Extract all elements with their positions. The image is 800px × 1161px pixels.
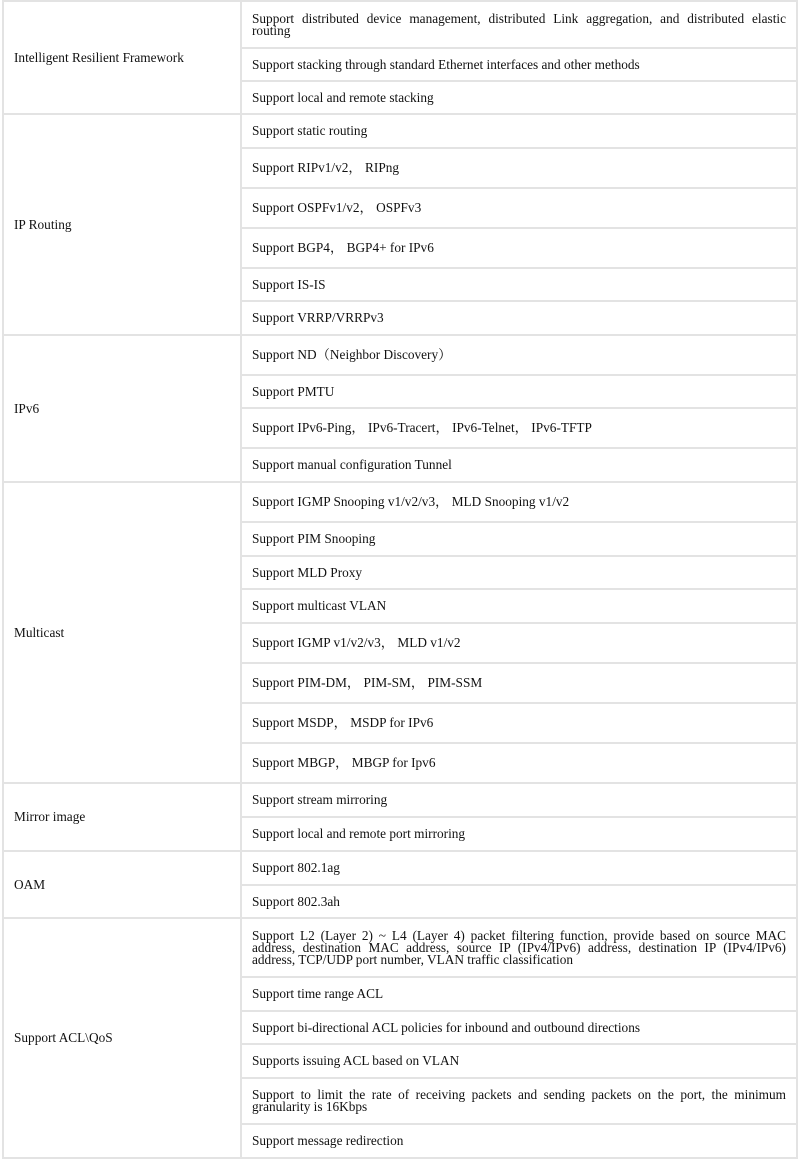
feature-text: Support MLD Proxy	[252, 564, 363, 580]
table-row	[3, 1, 797, 48]
feature-cell	[241, 589, 797, 623]
feature-cell	[241, 623, 797, 663]
feature-cell	[241, 783, 797, 817]
feature-text: Support L2 (Layer 2) ~ L4 (Layer 4) packet filtering function, provide based on source MAC address, destination MAC address, source IP (IPv4/IPv6) address, destination IP (IPv4/IPv6) address, TCP/UDP port number, VLAN traffic classification	[252, 927, 786, 967]
feature-cell	[241, 448, 797, 482]
feature-spec-table	[2, 0, 798, 1159]
feature-text: Support PIM Snooping	[252, 531, 376, 546]
feature-cell	[241, 1011, 797, 1044]
table-row	[3, 482, 797, 522]
table-row	[3, 335, 797, 375]
feature-text: Support BGP4， BGP4+ for IPv6	[252, 240, 434, 255]
feature-cell	[241, 977, 797, 1011]
feature-cell	[241, 114, 797, 148]
feature-text: Support VRRP/VRRPv3	[252, 310, 384, 325]
feature-text: Support IPv6-Ping， IPv6-Tracert， IPv6-Telnet， IPv6-TFTP	[252, 420, 592, 435]
feature-cell	[241, 188, 797, 228]
feature-text: Support OSPFv1/v2， OSPFv3	[252, 200, 422, 215]
feature-text: Support IGMP Snooping v1/v2/v3， MLD Snooping v1/v2	[252, 494, 570, 509]
feature-text: Support local and remote stacking	[252, 89, 434, 105]
feature-text: Support bi-directional ACL policies for inbound and outbound directions	[252, 1019, 641, 1035]
feature-cell	[241, 522, 797, 556]
feature-text: Support PMTU	[252, 383, 335, 399]
feature-spec-table-body	[3, 1, 797, 1158]
feature-cell	[241, 556, 797, 589]
category-cell: IPv6	[3, 335, 241, 482]
table-row	[3, 114, 797, 148]
feature-text: Support static routing	[252, 123, 368, 138]
feature-text: Support stream mirroring	[252, 792, 388, 807]
feature-text: Support manual configuration Tunnel	[252, 457, 452, 472]
feature-cell	[241, 268, 797, 301]
feature-cell	[241, 48, 797, 81]
table-row	[3, 783, 797, 817]
category-cell: OAM	[3, 851, 241, 918]
feature-text: Support RIPv1/v2， RIPng	[252, 160, 400, 175]
category-cell: IP Routing	[3, 114, 241, 335]
feature-text: Support time range ACL	[252, 986, 384, 1001]
feature-cell	[241, 851, 797, 885]
category-cell: Intelligent Resilient Framework	[3, 1, 241, 114]
feature-cell	[241, 408, 797, 448]
table-row	[3, 918, 797, 977]
feature-cell	[241, 1044, 797, 1078]
feature-cell	[241, 663, 797, 703]
feature-text: Support to limit the rate of receiving packets and sending packets on the port, the minimum granularity is 16Kbps	[252, 1087, 786, 1114]
feature-text: Support distributed device management, distributed Link aggregation, and distributed elastic routing	[252, 10, 786, 38]
feature-cell	[241, 301, 797, 335]
feature-text: Support IGMP v1/v2/v3， MLD v1/v2	[252, 635, 461, 650]
feature-text: Support stacking through standard Ethernet interfaces and other methods	[252, 56, 640, 72]
feature-text: Support message redirection	[252, 1133, 404, 1148]
feature-cell	[241, 228, 797, 268]
feature-cell	[241, 1, 797, 48]
feature-text: Supports issuing ACL based on VLAN	[252, 1053, 460, 1068]
feature-cell	[241, 375, 797, 408]
feature-cell	[241, 817, 797, 851]
feature-cell	[241, 918, 797, 977]
feature-cell	[241, 1124, 797, 1158]
feature-cell	[241, 743, 797, 783]
category-cell: Mirror image	[3, 783, 241, 851]
feature-cell	[241, 703, 797, 743]
feature-text: Support 802.3ah	[252, 893, 340, 909]
feature-cell	[241, 335, 797, 375]
category-cell: Multicast	[3, 482, 241, 783]
feature-cell	[241, 885, 797, 918]
feature-text: Support ND（Neighbor Discovery）	[252, 347, 452, 362]
feature-cell	[241, 148, 797, 188]
feature-text: Support MSDP， MSDP for IPv6	[252, 715, 434, 730]
table-row	[3, 851, 797, 885]
feature-text: Support MBGP， MBGP for Ipv6	[252, 755, 436, 770]
feature-text: Support local and remote port mirroring	[252, 826, 466, 841]
feature-cell	[241, 81, 797, 114]
feature-text: Support 802.1ag	[252, 860, 340, 875]
category-cell: Support ACL\QoS	[3, 918, 241, 1158]
feature-text: Support IS-IS	[252, 276, 326, 292]
feature-text: Support multicast VLAN	[252, 598, 387, 613]
feature-text: Support PIM-DM， PIM-SM， PIM-SSM	[252, 675, 483, 690]
feature-cell	[241, 1078, 797, 1124]
feature-cell	[241, 482, 797, 522]
